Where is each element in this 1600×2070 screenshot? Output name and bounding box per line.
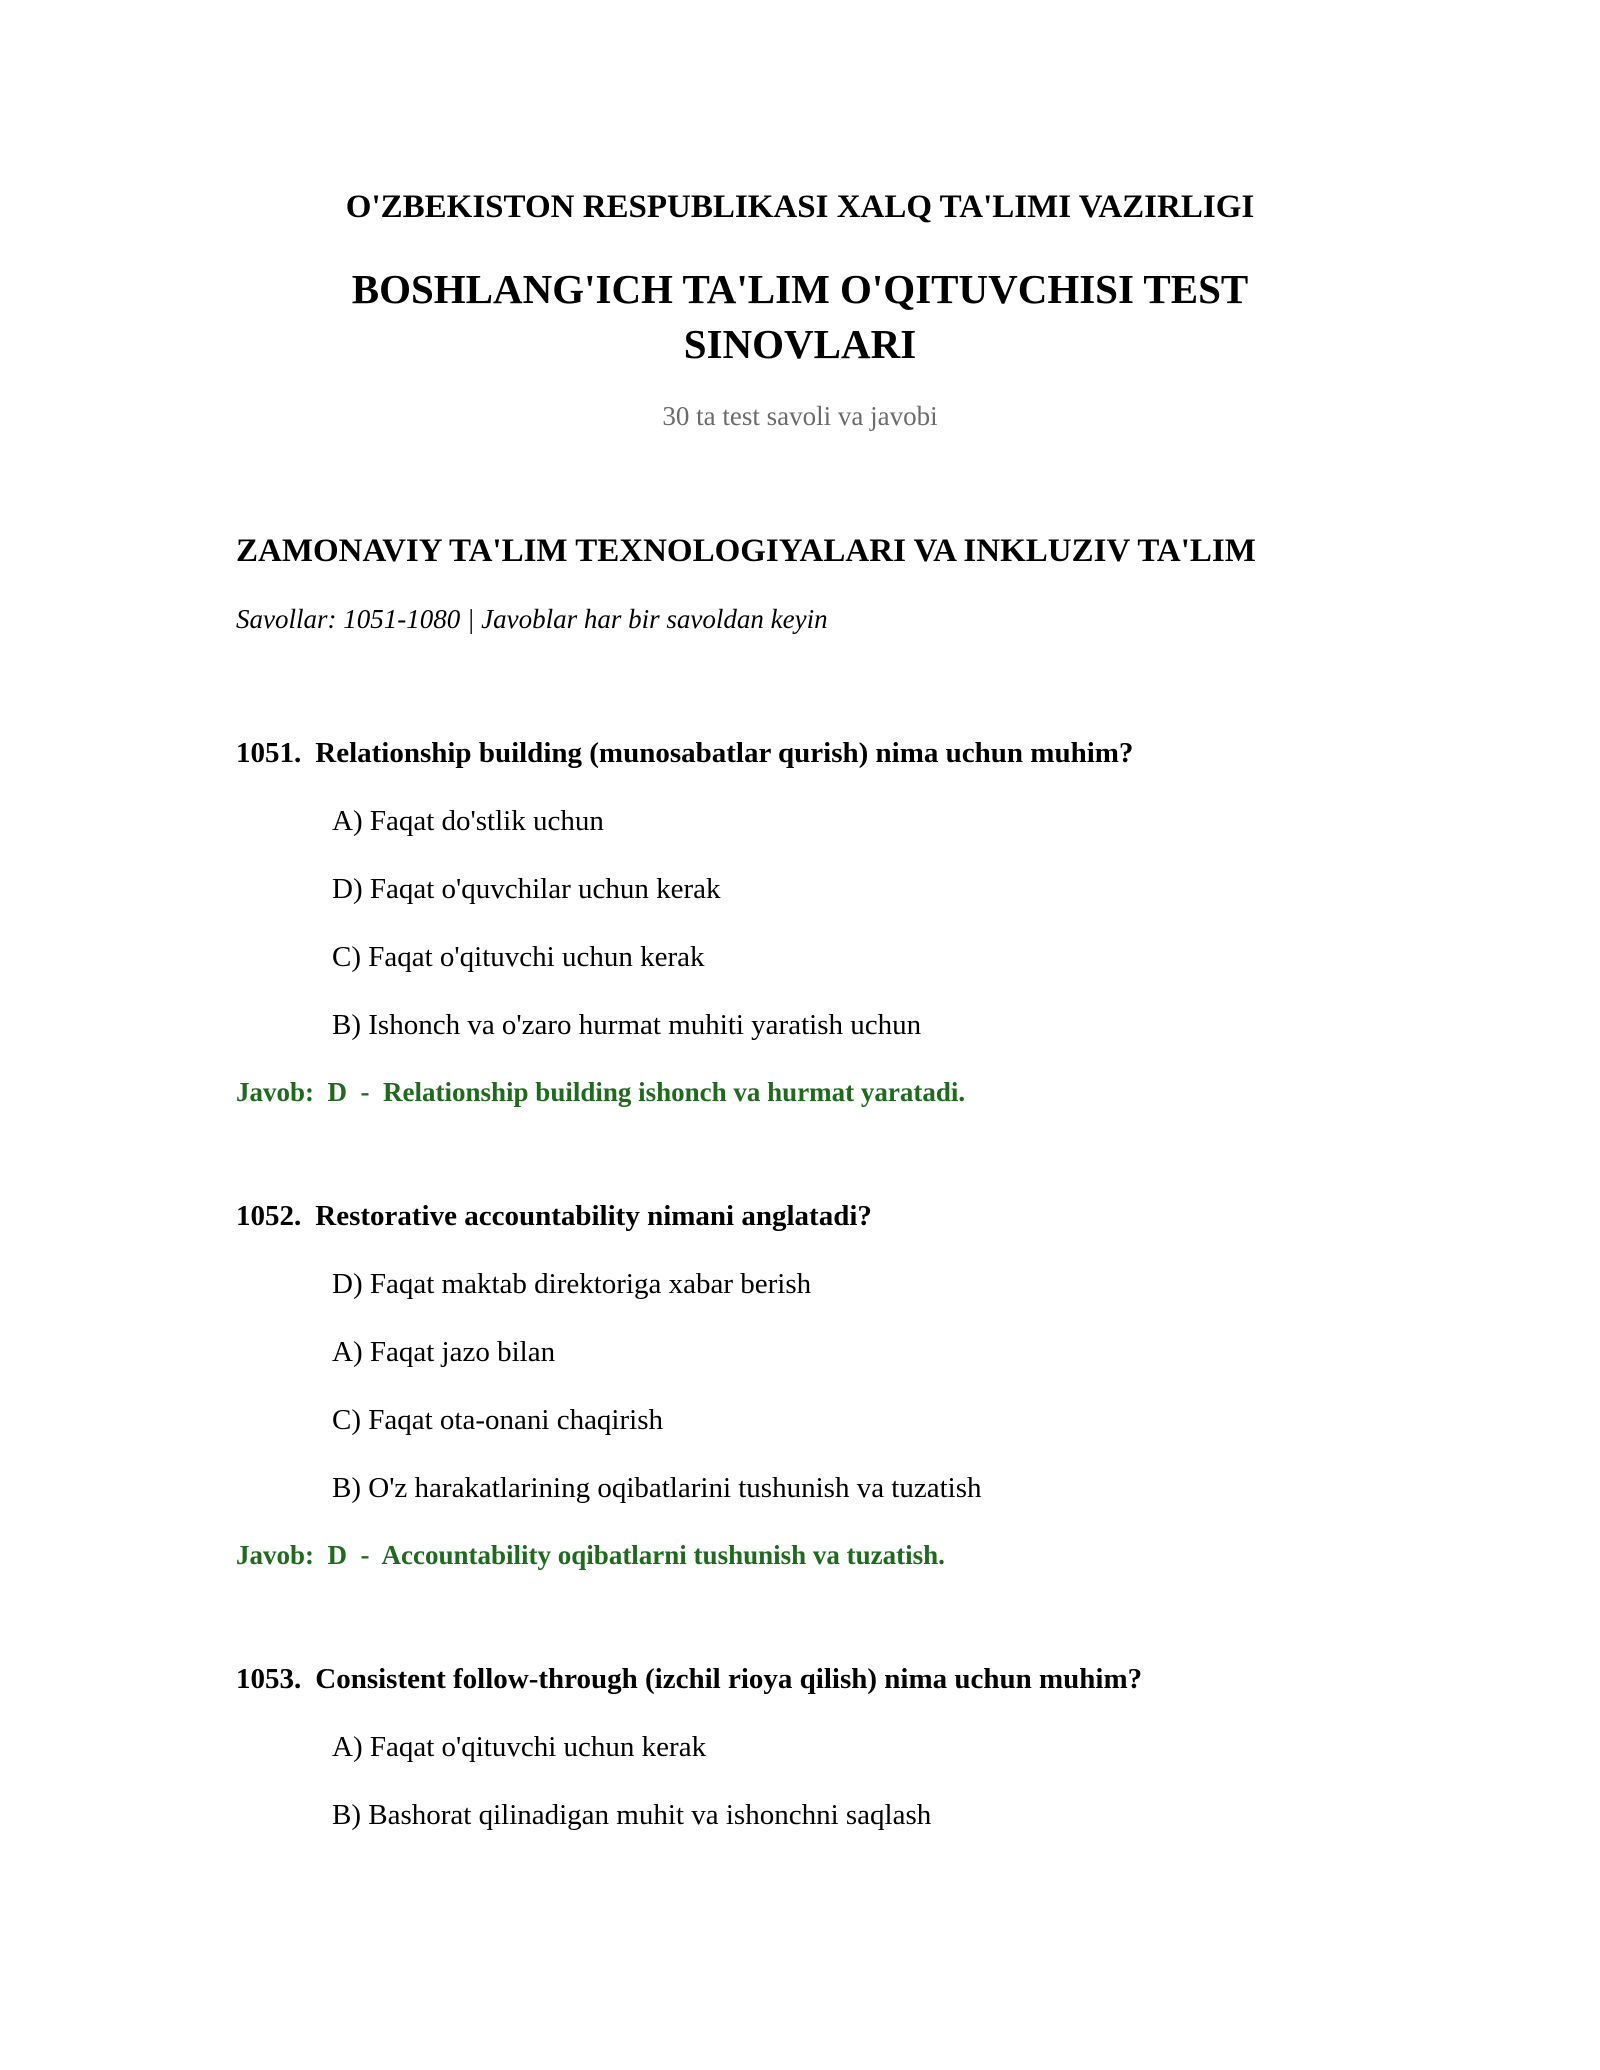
- question-number: 1053.: [236, 1663, 302, 1695]
- answer-option: C) Faqat ota-onani chaqirish: [332, 1404, 663, 1436]
- section-title: ZAMONAVIY TA'LIM TEXNOLOGIYALARI VA INKLUZIV TA'LIM: [236, 533, 1256, 569]
- answer-option: A) Faqat jazo bilan: [332, 1336, 556, 1368]
- question-heading: [236, 1196, 1436, 1236]
- answer-letter: D: [327, 1077, 348, 1107]
- answer-option: B) Ishonch va o'zaro hurmat muhiti yaratish uchun: [332, 1009, 922, 1041]
- answer-label: Javob:: [236, 1077, 315, 1107]
- answer-option: B) Bashorat qilinadigan muhit va ishonchni saqlash: [332, 1799, 932, 1831]
- answer-option: A) Faqat o'qituvchi uchun kerak: [332, 1731, 707, 1763]
- answer-option: C) Faqat o'qituvchi uchun kerak: [332, 941, 705, 973]
- answer-line: [236, 1073, 1436, 1111]
- answer-line: [236, 1536, 1436, 1574]
- question-list: [236, 733, 1436, 1920]
- ministry-heading: O'ZBEKISTON RESPUBLIKASI XALQ TA'LIMI VAZIRLIGI: [345, 189, 1255, 225]
- document-title-line-1: BOSHLANG'ICH TA'LIM O'QITUVCHISI TEST: [351, 266, 1249, 312]
- answer-separator: -: [360, 1077, 370, 1107]
- answer-option: D) Faqat maktab direktoriga xabar berish: [332, 1268, 812, 1300]
- answer-explanation: Relationship building ishonch va hurmat yaratadi.: [383, 1077, 966, 1107]
- answer-option: B) O'z harakatlarining oqibatlarini tushunish va tuzatish: [332, 1472, 982, 1504]
- question-number: 1052.: [236, 1200, 302, 1232]
- question-heading: [236, 733, 1436, 773]
- answer-label: Javob:: [236, 1540, 315, 1570]
- question-1051: [236, 733, 1436, 1111]
- answer-option: A) Faqat do'stlik uchun: [332, 805, 604, 837]
- question-number: 1051.: [236, 737, 302, 769]
- section-subtitle: Savollar: 1051-1080 | Javoblar har bir savoldan keyin: [236, 604, 828, 634]
- question-1052: [236, 1196, 1436, 1574]
- question-text: Relationship building (munosabatlar qurish) nima uchun muhim?: [315, 737, 1134, 769]
- document-title: [0, 262, 1600, 372]
- document-title-line-2: SINOVLARI: [683, 321, 917, 367]
- answer-option: D) Faqat o'quvchilar uchun kerak: [332, 873, 721, 905]
- question-text: Restorative accountability nimani anglatadi?: [315, 1200, 872, 1232]
- question-heading: [236, 1659, 1436, 1699]
- question-text: Consistent follow-through (izchil rioya qilish) nima uchun muhim?: [315, 1663, 1143, 1695]
- answer-separator: -: [360, 1540, 370, 1570]
- question-1053: [236, 1659, 1436, 1835]
- document-subtitle: 30 ta test savoli va javobi: [662, 401, 938, 431]
- answer-letter: D: [327, 1540, 348, 1570]
- answer-explanation: Accountability oqibatlarni tushunish va tuzatish.: [381, 1540, 945, 1570]
